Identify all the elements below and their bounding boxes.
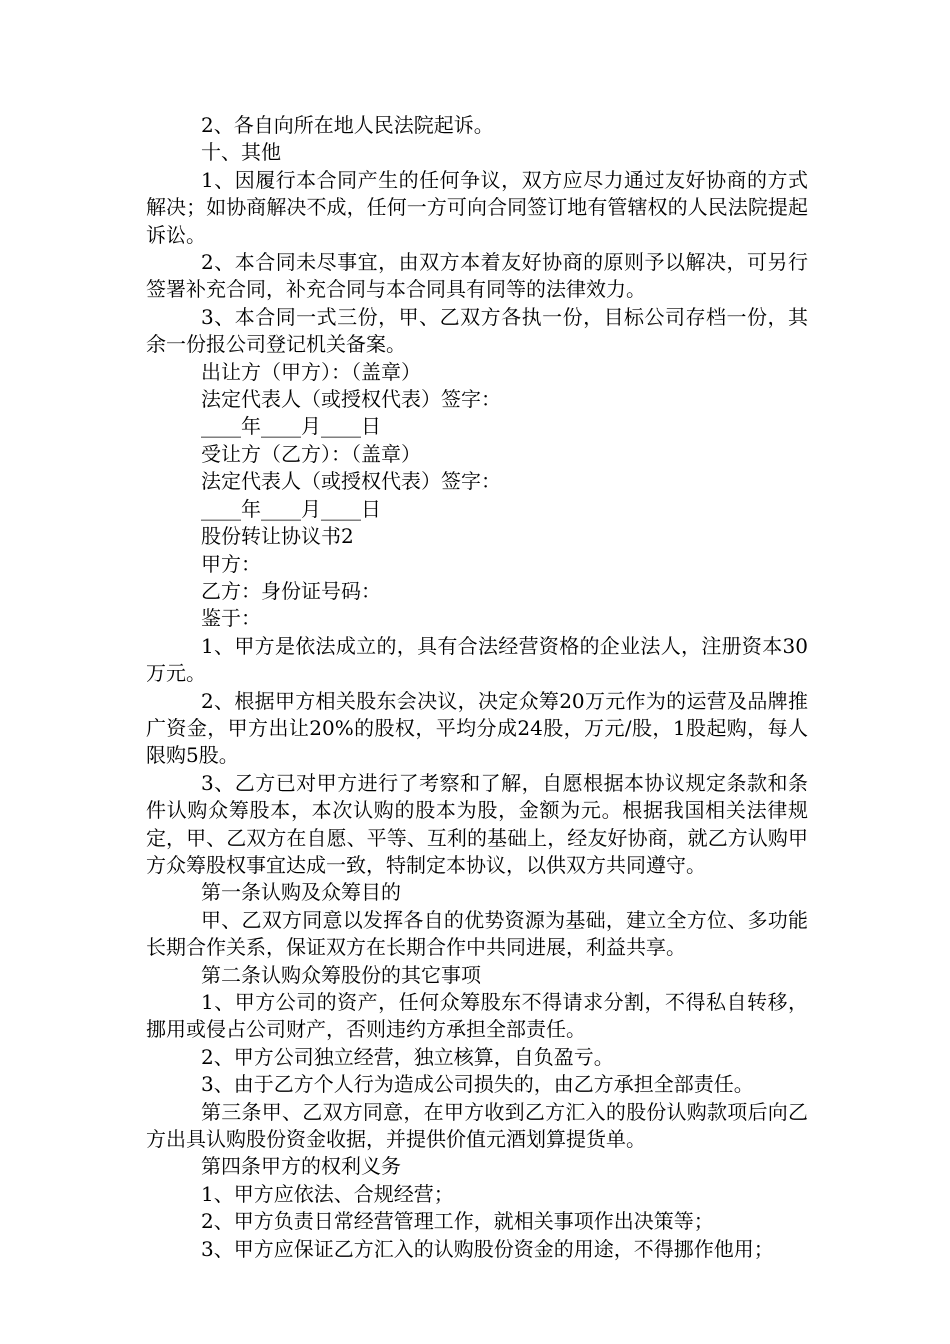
paragraph: 1、甲方应依法、合规经营； [201, 1181, 454, 1206]
section-heading: 十、其他 [201, 140, 281, 165]
document-page [146, 112, 808, 1263]
paragraph: 3、本合同一式三份，甲、乙双方各执一份，目标公司存档一份，其余一份报公司登记机关备案。 [146, 304, 808, 357]
paragraph: 3、甲方应保证乙方汇入的认购股份资金的用途，不得挪作他用； [201, 1236, 774, 1261]
signature-line: 受让方（乙方）：（盖章） [201, 441, 421, 466]
document-title: 股份转让协议书2 [201, 524, 354, 549]
paragraph: 第三条甲、乙双方同意，在甲方收到乙方汇入的股份认购款项后向乙方出具认购股份资金收据，并提供价值元酒划算提货单。 [146, 1099, 808, 1152]
date-line: ____年____月____日 [201, 496, 381, 521]
paragraph: 1、甲方公司的资产，任何众筹股东不得请求分割，不得私自转移，挪用或侵占公司财产，否则违约方承担全部责任。 [146, 990, 808, 1042]
paragraph: 2、根据甲方相关股东会决议，决定众筹20万元作为的运营及品牌推广资金，甲方出让20%的股权，平均分成24股，万元/股，1股起购，每人限购5股。 [146, 688, 808, 768]
paragraph: 2、本合同未尽事宜，由双方本着友好协商的原则予以解决，可另行签署补充合同，补充合同与本合同具有同等的法律效力。 [146, 250, 808, 302]
article-heading: 第二条认购众筹股份的其它事项 [201, 962, 481, 987]
paragraph: 甲、乙双方同意以发挥各自的优势资源为基础，建立全方位、多功能长期合作关系，保证双方在长期合作中共同进展，利益共享。 [146, 907, 808, 960]
paragraph: 鉴于： [201, 606, 261, 631]
signature-line: 法定代表人（或授权代表）签字： [201, 387, 501, 412]
signature-line: 出让方（甲方）：（盖章） [201, 359, 421, 384]
date-line: ____年____月____日 [201, 414, 381, 439]
party-line: 乙方：身份证号码： [201, 578, 381, 603]
paragraph: 2、各自向所在地人民法院起诉。 [201, 113, 494, 137]
paragraph: 3、乙方已对甲方进行了考察和了解，自愿根据本协议规定条款和条件认购众筹股本，本次认购的股本为股，金额为元。根据我国相关法律规定，甲、乙双方在自愿、平等、互利的基础上，经友好协商，就乙方认购甲方众筹股权事宜达成一致，特制定本协议，以供双方共同遵守。 [146, 770, 808, 877]
paragraph: 3、由于乙方个人行为造成公司损失的，由乙方承担全部责任。 [201, 1072, 754, 1097]
article-heading: 第四条甲方的权利义务 [201, 1154, 401, 1179]
article-heading: 第一条认购及众筹目的 [201, 880, 401, 905]
signature-line: 法定代表人（或授权代表）签字： [201, 469, 501, 494]
paragraph: 1、甲方是依法成立的，具有合法经营资格的企业法人，注册资本30万元。 [146, 633, 808, 686]
paragraph: 2、甲方负责日常经营管理工作，就相关事项作出决策等； [201, 1209, 714, 1234]
party-line: 甲方： [201, 551, 261, 576]
paragraph: 2、甲方公司独立经营，独立核算，自负盈亏。 [201, 1044, 614, 1069]
paragraph: 1、因履行本合同产生的任何争议，双方应尽力通过友好协商的方式解决；如协商解决不成，任何一方可向合同签订地有管辖权的人民法院提起诉讼。 [146, 167, 808, 247]
